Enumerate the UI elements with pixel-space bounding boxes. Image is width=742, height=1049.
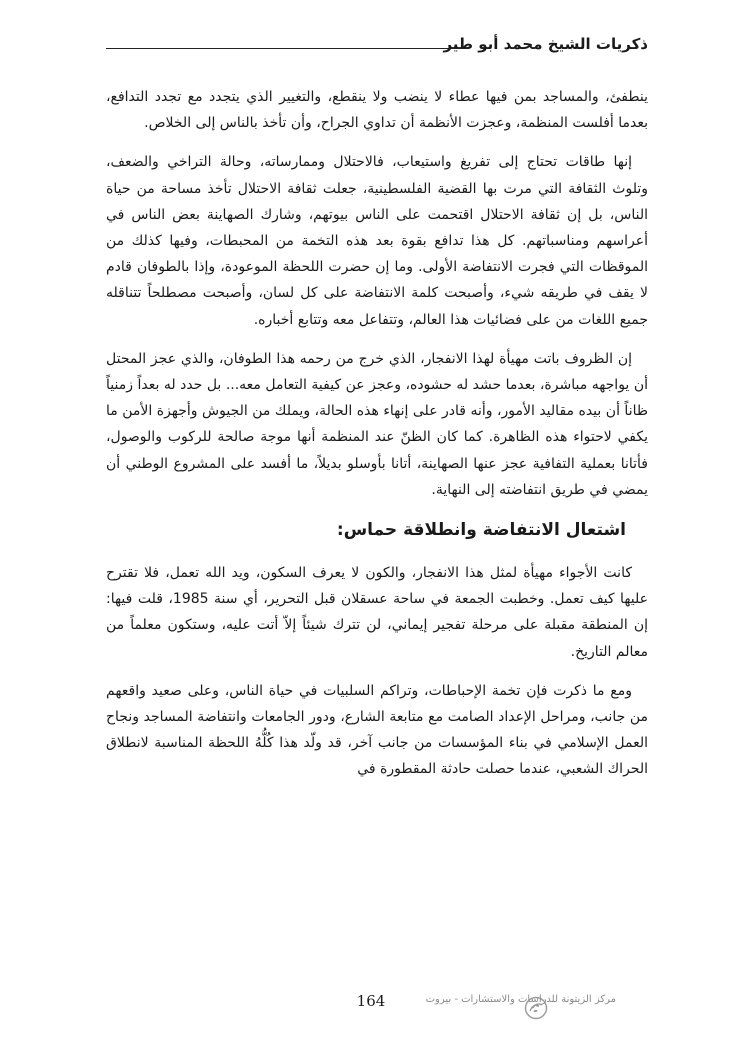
paragraph-4: كانت الأجواء مهيأة لمثل هذا الانفجار، والكون لا يعرف السكون، ويد الله تعمل، فلا تقترح عليها كيف تعمل. وخطبت الجمعة في ساحة عسقلان قبل التحرير، أي سنة 1985، قلت فيها: إن المنطقة مقبلة على مرحلة تفجير إيماني، لن تترك شيئاً إلاّ أتت عليه، وستكون معلماً من معالم التاريخ. <box>106 565 648 660</box>
paragraph-2: إنها طاقات تحتاج إلى تفريغ واستيعاب، فالاحتلال وممارساته، وحالة التراخي والضعف، وتلوث الثقافة التي مرت بها القضية الفلسطينية، جعلت ثقافة الاحتلال تأخذ مساحة من حياة الناس، بل إن ثقافة الاحتلال اقتحمت على الناس بيوتهم، وشارك الصهاينة بعض الناس في أعراسهم ومناسباتهم. كل هذا تدافع بقوة بعد هذه التخمة من المحبطات، وفيها كذلك من الموقظات التي فجرت الانتفاضة الأولى. وما إن حضرت اللحظة الموعودة، وإذا بالطوفان قادم لا يقف في طريقه شيء، وأصبحت كلمة الانتفاضة على كل لسان، وأصبحت مصطلحاً تتناقله جميع اللغات من على فضائيات هذا العالم، وتتفاعل معه وتتابع أخباره. <box>106 154 648 328</box>
page-footer <box>0 988 742 1018</box>
running-header <box>106 34 648 56</box>
page-body <box>106 84 648 796</box>
header-rule <box>106 48 469 49</box>
book-title: ذكريات الشيخ محمد أبو طير <box>443 35 648 53</box>
page-number: 164 <box>356 992 386 1010</box>
publisher-name: مركز الزيتونة للدراسات والاستشارات - بيروت <box>425 994 616 1005</box>
section-heading: اشتعال الانتفاضة وانطلاقة حماس: <box>336 520 626 541</box>
paragraph-3: إن الظروف باتت مهيأة لهذا الانفجار، الذي خرج من رحمه هذا الطوفان، والذي عجز المحتل أن يواجهه مباشرة، بعدما حشد له حشوده، وعجز عن كيفية التعامل معه... بل حدد له بعداً زمنياً ظاناً أن بيده مقاليد الأمور، وأنه قادر على إنهاء هذه الحالة، ويملك من الجيوش وأجهزة الأمن ما يكفي لاحتواء هذه الظاهرة. كما كان الظنّ عند المنظمة أنها موجة صالحة للركوب والوصول، فأتانا بعملية التفافية عجز عنها الصهاينة، أتانا بأوسلو بديلاً، ما أفسد على المشروع الوطني أن يمضي في طريق انتفاضته إلى النهاية. <box>106 350 648 498</box>
paragraph-1: ينطفئ، والمساجد بمن فيها عطاء لا ينضب ولا ينقطع، والتغيير الذي يتجدد مع تجدد التدافع، بعدما أفلست المنظمة، وعجزت الأنظمة أن تداوي الجراح، وأن تأخذ بالناس إلى الخلاص. <box>106 89 648 132</box>
paragraph-5: ومع ما ذكرت فإن تخمة الإحباطات، وتراكم السلبيات في حياة الناس، وعلى صعيد واقعهم من جانب، ومراحل الإعداد الصامت مع متابعة الشارع، ودور الجامعات وانتفاضة المساجد ونجاح العمل الإسلامي في بناء المؤسسات من جانب آخر، قد ولّد هذا كُلُّهُ اللحظة المناسبة لانطلاق الحراك الشعبي، عندما حصلت حادثة المقطورة في <box>106 682 648 778</box>
